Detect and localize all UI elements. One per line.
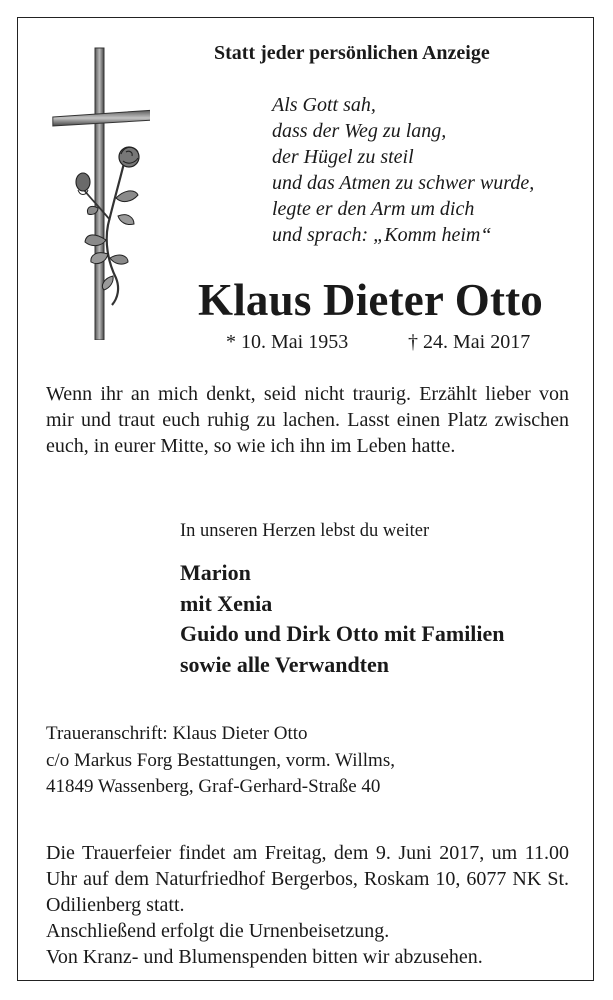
mourners-list [180, 558, 505, 680]
ceremony-text: Anschließend erfolgt die Urnenbeisetzung. [46, 920, 390, 942]
address-line: 41849 Wassenberg, Graf-Gerhard-Straße 40 [46, 776, 381, 797]
mourner-name: Guido und Dirk Otto mit Familien [180, 621, 505, 646]
birth-date: * 10. Mai 1953 [226, 331, 349, 353]
poem-line: Als Gott sah, [272, 94, 376, 116]
cross-with-rose-illustration [50, 40, 150, 345]
poem-line: dass der Weg zu lang, [272, 120, 447, 142]
poem-line: der Hügel zu steil [272, 146, 414, 168]
poem-line: und das Atmen zu schwer wurde, [272, 172, 535, 194]
poem-line: und sprach: „Komm heim“ [272, 224, 492, 246]
address-line: c/o Markus Forg Bestattungen, vorm. Willms, [46, 749, 395, 771]
mourning-address [46, 721, 395, 801]
rose-icon [119, 147, 139, 167]
address-line: Traueranschrift: Klaus Dieter Otto [46, 723, 308, 744]
mourners-lead-text: In unseren Herzen lebst du weiter [180, 521, 430, 541]
memorial-poem [272, 92, 534, 248]
poem-line: legte er den Arm um dich [272, 198, 475, 220]
mourner-name: mit Xenia [180, 590, 273, 616]
cross-icon [50, 40, 150, 340]
ceremony-text: Von Kranz- und Blumenspenden bitten wir abzusehen. [46, 946, 483, 968]
death-date: † 24. Mai 2017 [408, 331, 531, 353]
ceremony-info [46, 840, 569, 970]
quote-paragraph: Wenn ihr an mich denkt, seid nicht traurig. Erzählt lieber von mir und traut euch ruhig zu lachen. Lasst einen Platz zwischen euch, in eurer Mitte, so wie ich ihn im Leben hatte. [46, 383, 569, 457]
deceased-name: Klaus Dieter Otto [198, 275, 544, 325]
ceremony-text: Die Trauerfeier findet am Freitag, dem 9. Juni 2017, um 11.00 Uhr auf dem Naturfriedhof Bergerbos, Roskam 10, 6077 NK St. Odilienberg statt. [46, 842, 569, 916]
mourner-name: Marion [180, 560, 251, 585]
mourner-name: sowie alle Verwandten [180, 651, 389, 677]
notice-headline: Statt jeder persönlichen Anzeige [214, 42, 490, 64]
